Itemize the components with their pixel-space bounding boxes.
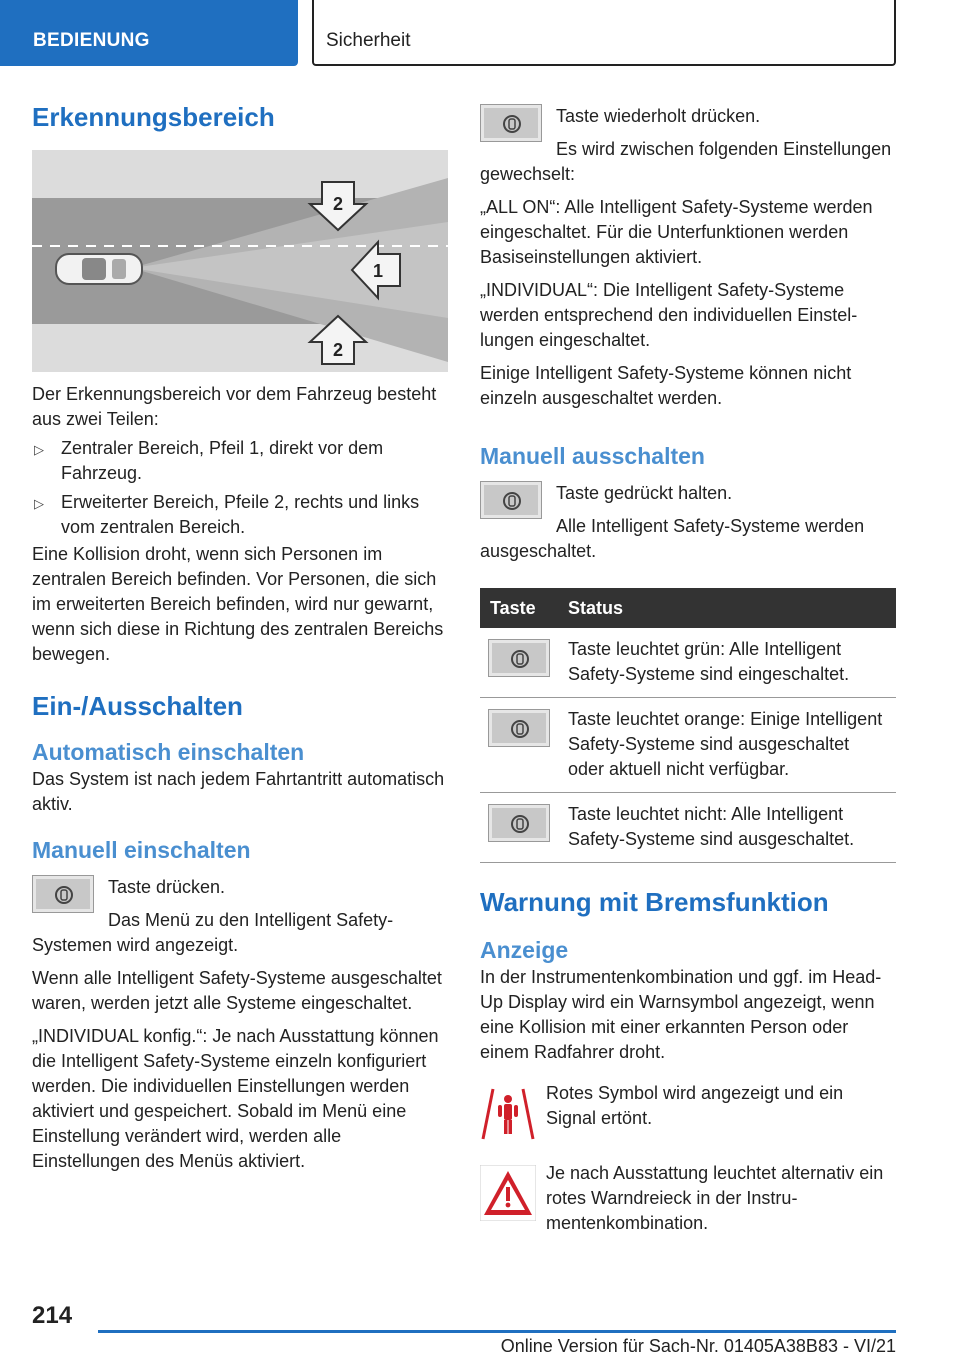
- triangle-bullet-icon: ▷: [34, 442, 44, 457]
- display-paragraph: In der Instrumentenkombination und ggf. im Head-Up Display wird ein Warnsymbol angezeigt, wenn eine Kollision mit einer erkannten Person oder einem Radfahrer droht.: [480, 967, 882, 1062]
- warning-triangle-row: [480, 1161, 896, 1236]
- table-row: [480, 698, 896, 793]
- some-systems-paragraph: Einige Intelligent Safety-Systeme können nicht einzeln ausgeschaltet werden.: [480, 363, 852, 408]
- safety-button-icon: [480, 481, 542, 519]
- heading-ein-ausschalten: Ein-/Ausschalten: [32, 691, 243, 721]
- right-column: [480, 100, 896, 1236]
- status-cell: Taste leuchtet orange: Einige Intelligent Safety-Systeme sind ausgeschaltet oder aktuell nicht verfügbar.: [558, 698, 896, 793]
- table-header-row: [480, 588, 896, 628]
- button-instruction: [32, 875, 448, 958]
- warning-triangle-text: Je nach Ausstattung leuchtet alternativ ein rotes Warndreieck in der Instrumentenkombination.: [546, 1163, 884, 1233]
- column-header-taste: Taste: [480, 588, 558, 628]
- arrow-label-2-bottom: 2: [332, 340, 344, 360]
- chapter-tab: [312, 0, 896, 66]
- heading-warnung-bremsfunktion: Warnung mit Bremsfunktion: [480, 887, 829, 917]
- individual-config-paragraph: „INDIVIDUAL konfig.“: Je nach Ausstattung können die Intelligent Safety-Systeme einzeln konfiguriert werden. Die individuellen Einstellungen werden aktiviert und gespeichert. Sobald im Menü eine Einstellung verändert wird, werden alle Einstellungen des Menüs aktiviert.: [32, 1026, 439, 1171]
- heading-anzeige: Anzeige: [480, 937, 569, 963]
- area-list: [32, 436, 448, 540]
- status-cell: Taste leuchtet grün: Alle Intelligent Safety-Systeme sind eingeschaltet.: [558, 628, 896, 698]
- table-row: [480, 628, 896, 698]
- hold-button-text: Taste gedrückt halten.: [556, 483, 733, 503]
- heading-manuell-einschalten: Manuell einschalten: [32, 837, 251, 863]
- person-warning-icon: [480, 1085, 536, 1141]
- section-tab: [0, 0, 298, 66]
- button-instruction: [480, 104, 896, 187]
- person-warning-row: [480, 1081, 896, 1139]
- column-header-status: Status: [558, 588, 896, 628]
- triangle-bullet-icon: ▷: [34, 496, 44, 511]
- status-cell: Taste leuchtet nicht: Alle Intelligent Safety-Systeme sind ausgeschaltet.: [558, 793, 896, 863]
- press-repeatedly-text: Taste wiederholt drücken.: [556, 106, 761, 126]
- arrow-label-1: 1: [372, 261, 384, 281]
- all-on-paragraph: „ALL ON“: Alle Intelligent Safety-Systeme werden eingeschaltet. Für die Unterfunktionen werden Basiseinstellungen aktiviert.: [480, 197, 873, 267]
- heading-erkennungsbereich: Erkennungsbereich: [32, 102, 275, 132]
- all-systems-paragraph: Wenn alle Intelligent Safety-Systeme ausgeschaltet waren, werden jetzt alle Systeme eingeschaltet.: [32, 968, 442, 1013]
- safety-button-icon: [488, 804, 550, 842]
- detection-area-illustration: [32, 150, 448, 372]
- safety-button-icon: [480, 104, 542, 142]
- list-item: ▷ Erweiterter Bereich, Pfeile 2, rechts und links vom zentralen Bereich.: [34, 492, 420, 537]
- safety-button-icon: [488, 709, 550, 747]
- list-item: ▷ Zentraler Bereich, Pfeil 1, direkt vor dem Fahrzeug.: [34, 438, 384, 483]
- status-table: [480, 588, 896, 863]
- individual-paragraph: „INDIVIDUAL“: Die Intelligent Safety-Systeme werden entsprechend den individuellen Einstellungen eingeschaltet.: [480, 280, 858, 350]
- button-instruction: [480, 481, 896, 564]
- press-button-text: Taste drücken.: [108, 877, 226, 897]
- section-title: BEDIENUNG: [33, 30, 150, 51]
- all-off-text: Alle Intelligent Safety-Systeme werden ausgeschaltet.: [480, 516, 865, 561]
- safety-button-icon: [488, 639, 550, 677]
- page-number: 214: [32, 1302, 73, 1329]
- footer-divider: [98, 1330, 896, 1333]
- red-symbol-text: Rotes Symbol wird angezeigt und ein Signal ertönt.: [546, 1083, 844, 1128]
- car-icon: [56, 254, 142, 284]
- chapter-title: Sicherheit: [326, 30, 411, 51]
- safety-button-icon: [32, 875, 94, 913]
- left-column: [32, 100, 448, 1174]
- menu-text: Das Menü zu den Intelligent Safety-Systemen wird angezeigt.: [32, 910, 394, 955]
- auto-paragraph: Das System ist nach jedem Fahrtantritt automatisch aktiv.: [32, 769, 445, 814]
- switch-text: Es wird zwischen folgenden Einstellungen gewechselt:: [480, 139, 892, 184]
- warning-triangle-icon: [480, 1165, 536, 1221]
- footer-version-text: Online Version für Sach-Nr. 01405A38B83 - VI/21: [500, 1336, 896, 1356]
- arrow-label-2-top: 2: [332, 194, 344, 214]
- detection-area-figure: [32, 150, 448, 372]
- intro-paragraph: Der Erkennungsbereich vor dem Fahrzeug besteht aus zwei Teilen:: [32, 384, 437, 429]
- table-row: [480, 793, 896, 863]
- page-header: [0, 0, 960, 66]
- heading-manuell-ausschalten: Manuell ausschalten: [480, 443, 705, 469]
- collision-paragraph: Eine Kollision droht, wenn sich Personen im zentralen Bereich befinden. Vor Personen, die sich im erweiterten Bereich befinden, wird nur gewarnt, wenn sich diese in Richtung des zentralen Bereichs bewegen.: [32, 544, 444, 664]
- heading-automatisch-einschalten: Automatisch einschalten: [32, 739, 305, 765]
